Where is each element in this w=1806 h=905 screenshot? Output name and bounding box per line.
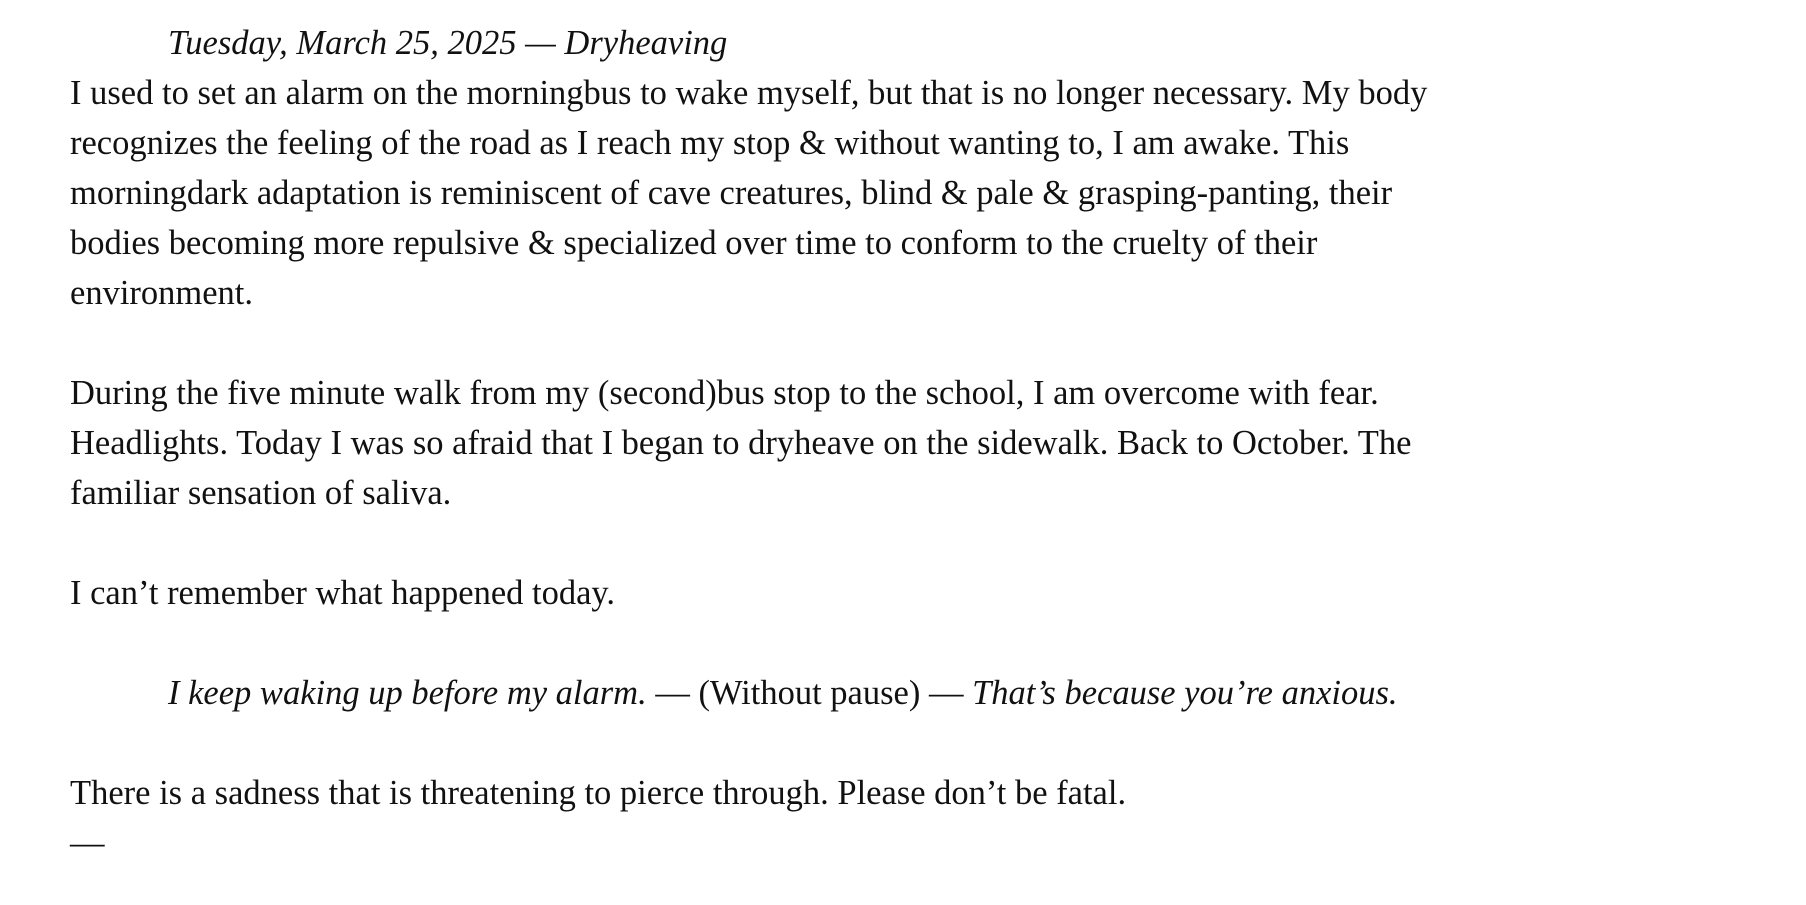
paragraph-gap bbox=[70, 318, 1450, 368]
paragraph-closing: There is a sadness that is threatening to pierce through. Please don’t be fatal. bbox=[70, 774, 1127, 812]
paragraph-walk: During the five minute walk from my (second)bus stop to the school, I am overcome with fear. Headlights. Today I was so afraid that I began to dryheave on the sidewalk. Back to October. The familiar sensation of saliva. bbox=[70, 374, 1412, 512]
entry-title: Tuesday, March 25, 2025 — Dryheaving bbox=[168, 24, 728, 62]
paragraph-gap bbox=[70, 518, 1450, 568]
paragraph-memory: I can’t remember what happened today. bbox=[70, 574, 616, 612]
quote-separator-b: — bbox=[920, 674, 973, 712]
paragraph-alarm: I used to set an alarm on the morningbus to wake myself, but that is no longer necessary. My body recognizes the feeling of the road as I reach my stop & without wanting to, I am awake. This morningdark adaptation is reminiscent of cave creatures, blind & pale & grasping-panting, their bodies becoming more repulsive & specialized over time to conform to the cruelty of their environment. bbox=[70, 74, 1428, 312]
end-dash: — bbox=[70, 824, 105, 862]
paragraph-gap bbox=[70, 618, 1450, 668]
journal-entry bbox=[70, 18, 1450, 868]
quote-separator-a: — bbox=[646, 674, 699, 712]
quote-line-b: That’s because you’re anxious. bbox=[972, 674, 1398, 712]
quote-line-a: I keep waking up before my alarm. bbox=[168, 674, 647, 712]
paragraph-gap bbox=[70, 718, 1450, 768]
quote-aside: (Without pause) bbox=[698, 674, 921, 712]
dialogue-quote bbox=[168, 668, 1458, 718]
